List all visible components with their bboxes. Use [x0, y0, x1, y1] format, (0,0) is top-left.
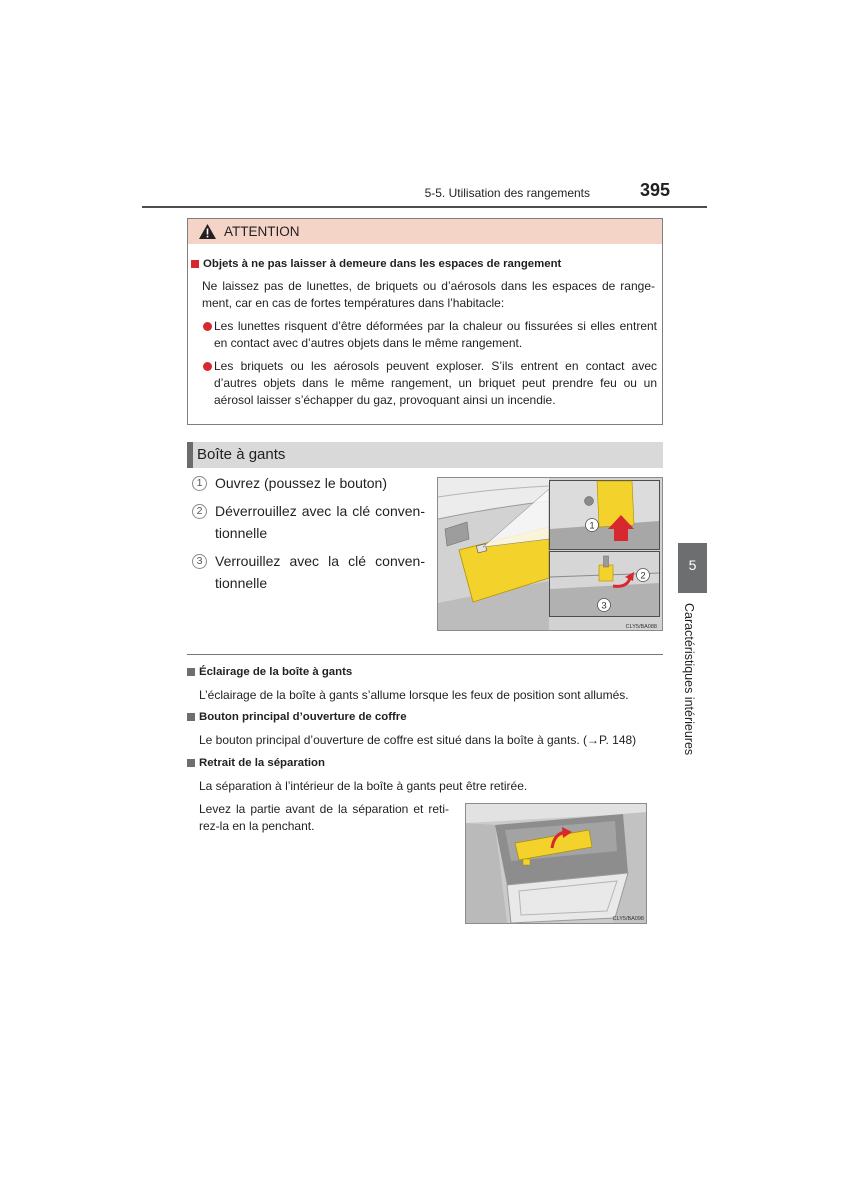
- attention-header: [188, 219, 662, 244]
- section-heading-title: Boîte à gants: [197, 446, 286, 463]
- section-heading-bar: [187, 442, 663, 468]
- note-heading: Bouton principal d’ouverture de coffre: [199, 711, 407, 723]
- step-text: tionnelle: [215, 525, 268, 541]
- header-rule: [142, 206, 707, 208]
- square-bullet-icon: [187, 713, 195, 721]
- key-icon: [604, 556, 609, 567]
- note-body-line: L’éclairage de la boîte à gants s’allume lorsque les feux de position sont allumés.: [199, 687, 629, 702]
- note-instruction-line: rez-la en la penchant.: [199, 818, 315, 833]
- chapter-number: 5: [688, 557, 697, 573]
- attention-title: ATTENTION: [224, 224, 300, 239]
- attention-bullet-line: aérosol laisser s’échapper du gaz, provoquant ainsi un incendie.: [214, 392, 556, 407]
- square-bullet-icon: [187, 759, 195, 767]
- square-bullet-icon: [191, 260, 199, 268]
- callout-number: 1: [589, 520, 595, 532]
- callout-number: 3: [601, 600, 607, 612]
- section-separator: [187, 654, 663, 655]
- round-bullet-icon: [203, 322, 212, 331]
- running-header-section: 5-5. Utilisation des rangements: [424, 186, 590, 200]
- attention-bullet-line: en contact avec d’autres objets dans le même rangement.: [214, 335, 523, 350]
- warning-exclamation-bar: [207, 229, 209, 235]
- note-body-line: Le bouton principal d’ouverture de coffre est situé dans la boîte à gants. (→P. 148): [199, 732, 637, 747]
- attention-bullet-line: d’autres objets dans le même rangement, un briquet peut prendre feu ou un: [214, 375, 657, 390]
- attention-bullet-line: Les briquets ou les aérosols peuvent exploser. S’ils entrent en contact avec: [214, 358, 657, 373]
- chapter-tab: [678, 543, 707, 593]
- warning-triangle-icon: [198, 223, 217, 240]
- round-bullet-icon: [203, 362, 212, 371]
- key-lock-cylinder: [599, 565, 613, 581]
- attention-intro-line: ment, car en cas de fortes températures dans l’habitacle:: [202, 295, 505, 310]
- section-heading-stripe: [187, 442, 193, 468]
- attention-heading: Objets à ne pas laisser à demeure dans les espaces de rangement: [203, 258, 562, 270]
- square-bullet-icon: [187, 668, 195, 676]
- step-number-badge: 1: [192, 476, 207, 491]
- separator-tab: [523, 859, 530, 865]
- page-number: 395: [640, 180, 671, 200]
- step-text: Ouvrez (poussez le bouton): [215, 475, 387, 491]
- figure-code: CLY5/BA088: [625, 624, 657, 630]
- attention-intro-line: Ne laissez pas de lunettes, de briquets ou d’aérosols dans les espaces de range-: [202, 278, 655, 293]
- step-number-badge: 2: [192, 504, 207, 519]
- attention-box: [187, 218, 663, 425]
- note-instruction-line: Levez la partie avant de la séparation et reti-: [199, 801, 449, 816]
- step-text: Verrouillez avec la clé conven-: [215, 553, 425, 569]
- step-text: Déverrouillez avec la clé conven-: [215, 503, 425, 519]
- note-body-line: La séparation à l’intérieur de la boîte à gants peut être retirée.: [199, 778, 528, 793]
- note-heading: Éclairage de la boîte à gants: [199, 666, 353, 678]
- glove-box-operation-illustration: [437, 477, 663, 631]
- figure-code: CLY5/BA098: [612, 916, 644, 922]
- separator-removal-illustration: [465, 803, 647, 924]
- warning-exclamation-dot: [207, 236, 209, 238]
- step-text: tionnelle: [215, 575, 268, 591]
- note-heading: Retrait de la séparation: [199, 757, 325, 769]
- inset-glove-box-face: [597, 481, 634, 527]
- inset-knob: [585, 497, 594, 506]
- chapter-label: Caractéristiques intérieures: [682, 603, 696, 756]
- callout-number: 2: [640, 570, 646, 582]
- attention-bullet-line: Les lunettes risquent d’être déformées par la chaleur ou fissurées si elles entrent: [214, 318, 657, 333]
- step-number-badge: 3: [192, 554, 207, 569]
